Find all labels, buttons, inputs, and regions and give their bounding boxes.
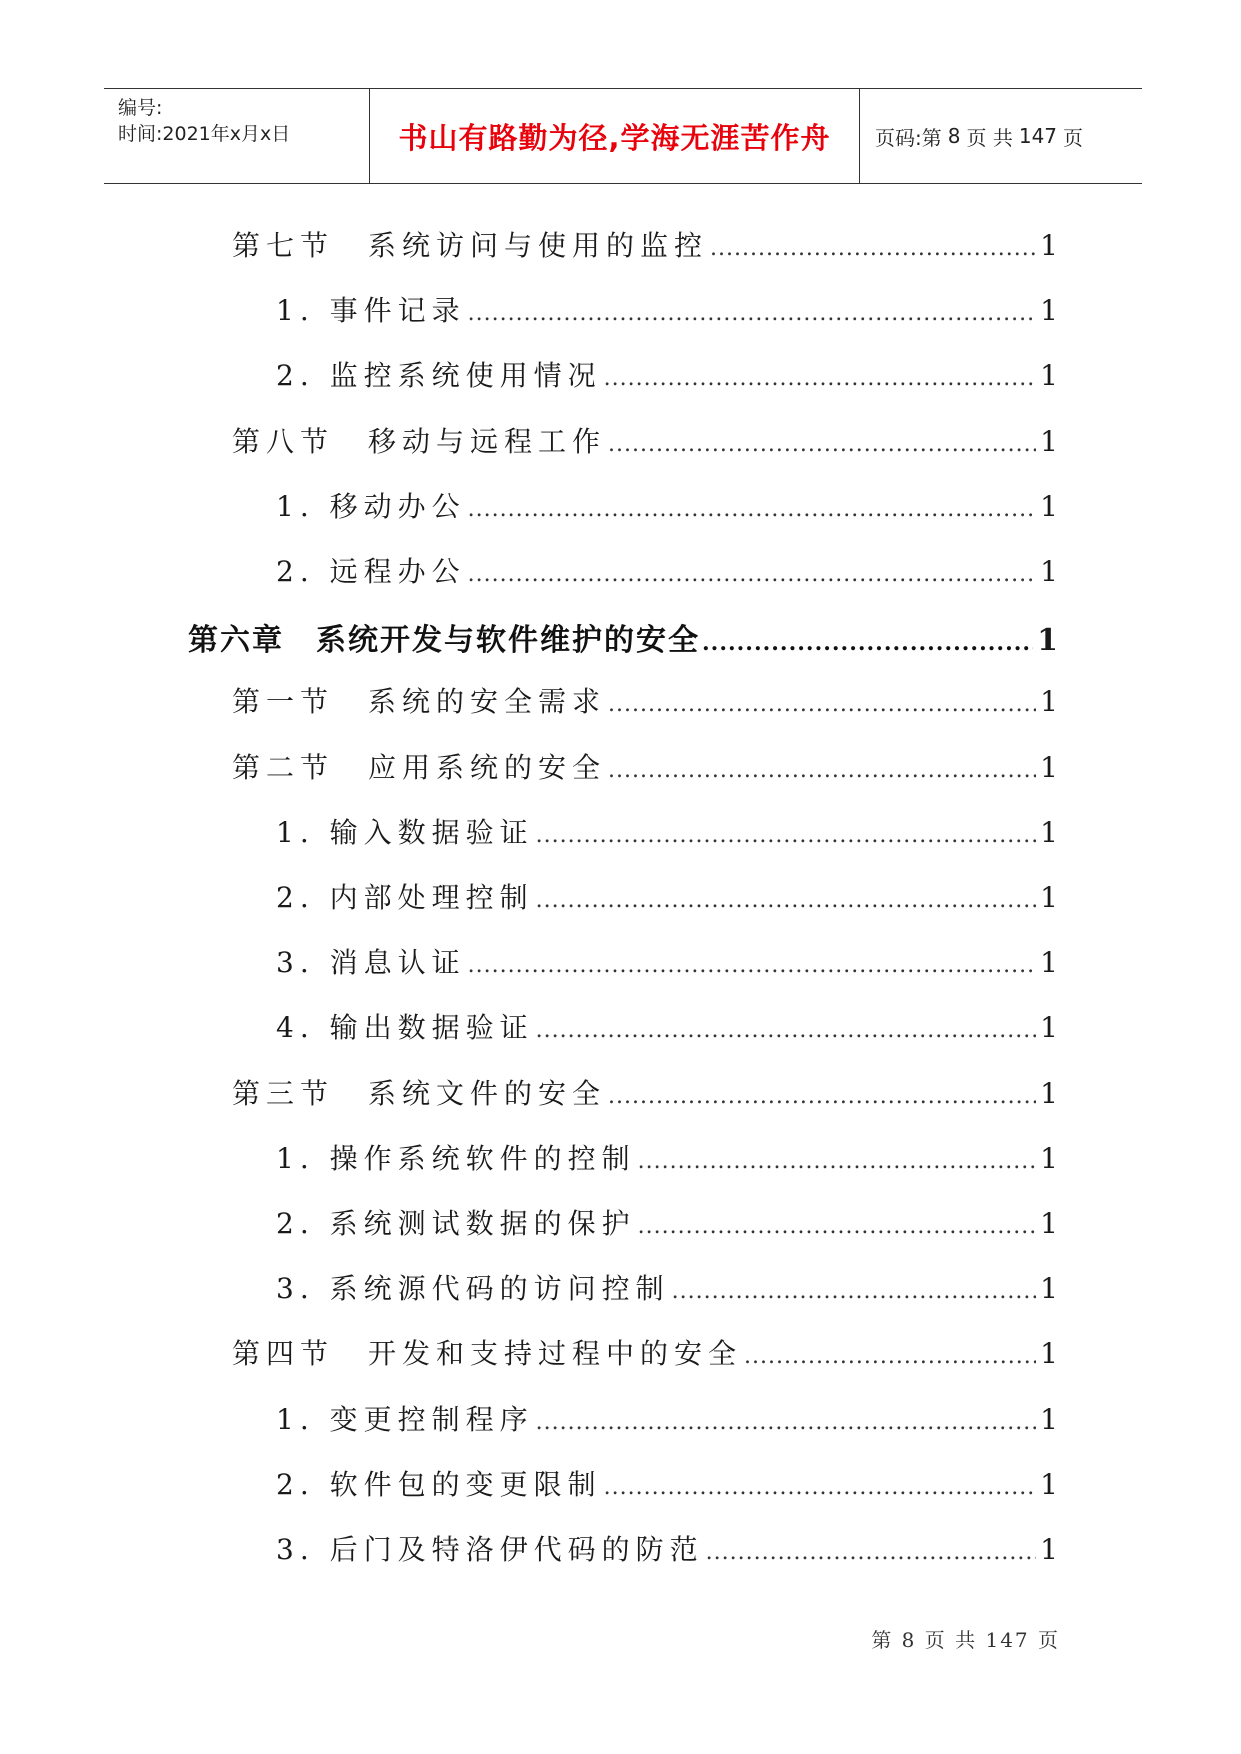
toc-leader-dots	[608, 758, 1036, 783]
toc-entry-label: 第二节 应用系统的安全	[232, 750, 607, 784]
toc-entry-label: 2. 远程办公	[276, 555, 466, 588]
toc-entry-label: 2. 监控系统使用情况	[276, 359, 602, 393]
toc-entry-label: 4. 输出数据验证	[276, 1011, 534, 1045]
toc-entry-label: 第一节 系统的安全需求	[232, 685, 607, 719]
document-number-label: 编号:	[118, 97, 163, 119]
header-meta	[104, 89, 368, 183]
toc-entry-label: 第六章 系统开发与软件维护的安全	[188, 623, 700, 659]
document-time-label: 时间:2021年x月x日	[118, 123, 291, 145]
toc-entry-page-number: 1	[1040, 1337, 1058, 1371]
toc-entry-item[interactable]	[276, 1528, 1058, 1568]
toc-entry-item[interactable]	[276, 876, 1058, 916]
toc-entry-page-number: 1	[1040, 424, 1058, 458]
toc-entry-page-number: 1	[1040, 555, 1058, 588]
toc-entry-label: 2. 系统测试数据的保护	[276, 1207, 636, 1240]
toc-entry-chapter[interactable]	[188, 615, 1058, 659]
toc-entry-label: 1. 操作系统软件的控制	[276, 1141, 636, 1175]
toc-leader-dots	[536, 823, 1037, 848]
toc-entry-page-number: 1	[1040, 1467, 1058, 1501]
toc-entry-label: 第八节 移动与远程工作	[232, 424, 607, 458]
toc-leader-dots	[638, 1149, 1037, 1174]
toc-leader-dots	[536, 1018, 1037, 1043]
toc-entry-item[interactable]	[276, 550, 1058, 590]
toc-entry-item[interactable]	[276, 485, 1058, 525]
page-info-mid: 页 共	[966, 125, 1013, 150]
toc-entry-label: 1. 事件记录	[276, 294, 466, 328]
toc-leader-dots	[468, 301, 1037, 326]
toc-entry-label: 第三节 系统文件的安全	[232, 1076, 607, 1110]
toc-leader-dots	[604, 366, 1037, 391]
toc-entry-section[interactable]	[232, 420, 1058, 460]
toc-entry-page-number: 1	[1040, 359, 1058, 393]
toc-entry-item[interactable]	[276, 1267, 1058, 1307]
toc-leader-dots	[710, 236, 1036, 261]
toc-entry-label: 2. 内部处理控制	[276, 881, 534, 914]
toc-entry-section[interactable]	[232, 680, 1058, 720]
toc-leader-dots	[744, 1344, 1036, 1369]
toc-entry-item[interactable]	[276, 811, 1058, 851]
toc-entry-page-number: 1	[1040, 881, 1058, 914]
toc-entry-label: 1. 变更控制程序	[276, 1402, 534, 1436]
toc-entry-label: 1. 移动办公	[276, 489, 466, 523]
toc-entry-page-number: 1	[1040, 1011, 1058, 1045]
toc-entry-label: 第四节 开发和支持过程中的安全	[232, 1337, 743, 1371]
toc-leader-dots	[604, 1475, 1037, 1500]
toc-entry-item[interactable]	[276, 289, 1058, 329]
header-motto: 书山有路勤为径,学海无涯苦作舟	[398, 120, 831, 155]
toc-entry-label: 第七节 系统访问与使用的监控	[232, 229, 709, 262]
toc-leader-dots	[638, 1214, 1037, 1239]
header-divider	[859, 89, 860, 183]
toc-leader-dots	[608, 1084, 1036, 1109]
toc-entry-item[interactable]	[276, 1463, 1058, 1503]
toc-entry-page-number: 1	[1040, 229, 1058, 262]
toc-leader-dots	[608, 692, 1036, 717]
toc-leader-dots	[706, 1540, 1037, 1565]
toc-entry-label: 2. 软件包的变更限制	[276, 1467, 602, 1501]
toc-entry-item[interactable]	[276, 941, 1058, 981]
toc-entry-label: 3. 消息认证	[276, 946, 466, 980]
toc-entry-page-number: 1	[1040, 489, 1058, 523]
toc-leader-dots	[702, 630, 1033, 656]
toc-leader-dots	[468, 497, 1037, 522]
page-info-prefix: 页码:第	[875, 125, 942, 150]
toc-entry-label: 3. 系统源代码的访问控制	[276, 1272, 670, 1306]
toc-entry-item[interactable]	[276, 1202, 1058, 1242]
toc-entry-page-number: 1	[1040, 1533, 1058, 1566]
page-header	[104, 88, 1142, 184]
toc-entry-page-number: 1	[1040, 1207, 1058, 1240]
toc-entry-item[interactable]	[276, 1006, 1058, 1046]
header-page-info	[861, 89, 1141, 183]
toc-entry-page-number: 1	[1040, 294, 1058, 328]
toc-leader-dots	[468, 953, 1037, 978]
toc-entry-page-number: 1	[1040, 1272, 1058, 1306]
page-info-suffix: 页	[1063, 125, 1084, 150]
toc-entry-section[interactable]	[232, 224, 1058, 264]
toc-leader-dots	[608, 432, 1036, 457]
toc-entry-page-number: 1	[1040, 815, 1058, 849]
page-info-total: 147	[1018, 124, 1058, 148]
toc-entry-page-number: 1	[1040, 1402, 1058, 1436]
toc-leader-dots	[536, 1410, 1037, 1435]
toc-entry-item[interactable]	[276, 1398, 1058, 1438]
toc-leader-dots	[536, 888, 1037, 913]
toc-entry-page-number: 1	[1040, 750, 1058, 784]
toc-entry-section[interactable]	[232, 746, 1058, 786]
toc-entry-page-number: 1	[1040, 1141, 1058, 1175]
toc-entry-section[interactable]	[232, 1072, 1058, 1112]
toc-entry-page-number: 1	[1040, 685, 1058, 719]
toc-entry-item[interactable]	[276, 354, 1058, 394]
toc-entry-item[interactable]	[276, 1137, 1058, 1177]
toc-entry-label: 3. 后门及特洛伊代码的防范	[276, 1533, 704, 1566]
toc-entry-page-number: 1	[1040, 1076, 1058, 1110]
toc-leader-dots	[468, 562, 1037, 587]
toc-entry-label: 1. 输入数据验证	[276, 815, 534, 849]
page-footer: 第 8 页 共 147 页	[871, 1628, 1060, 1652]
toc-leader-dots	[672, 1279, 1037, 1304]
toc-entry-page-number: 1	[1040, 946, 1058, 980]
toc-entry-page-number: 1	[1037, 623, 1058, 659]
page-info-current: 8	[947, 124, 961, 148]
toc-entry-section[interactable]	[232, 1332, 1058, 1372]
